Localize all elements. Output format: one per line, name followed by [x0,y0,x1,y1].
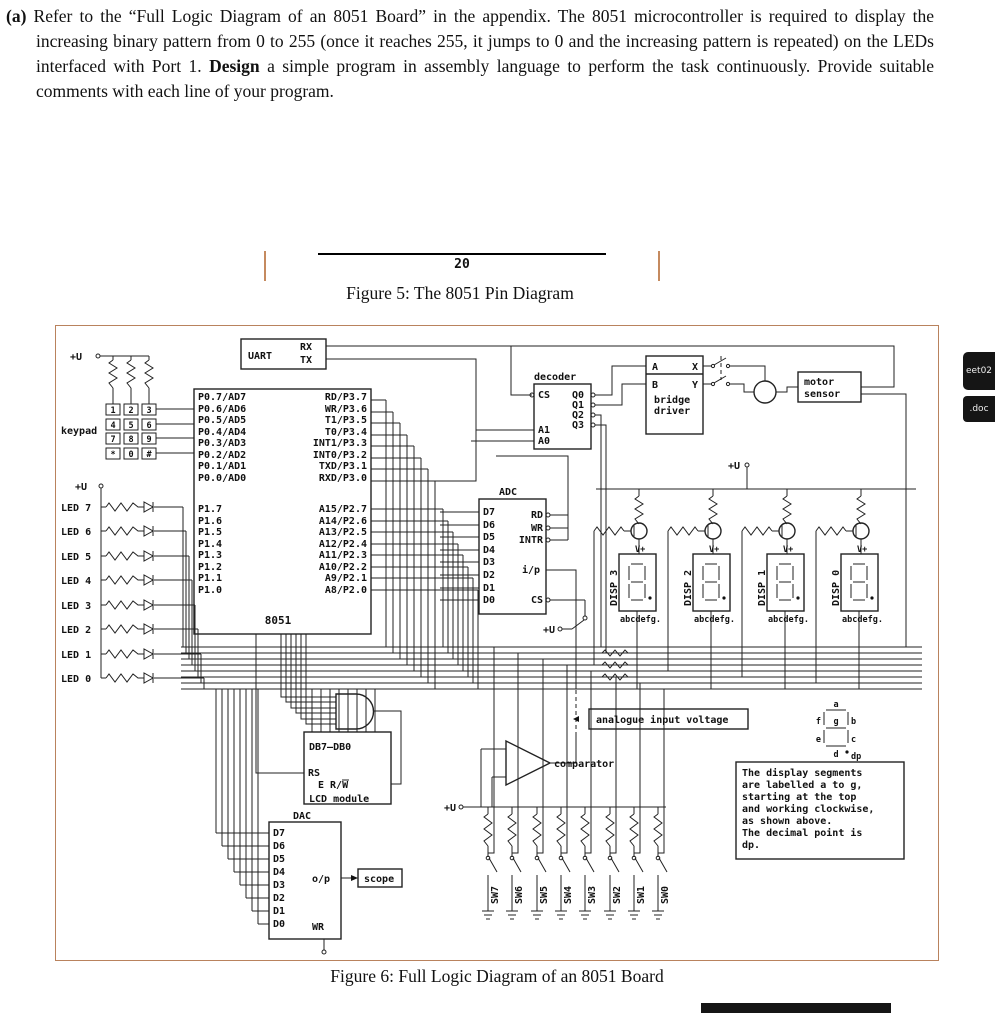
disp2-vplus: V+ [709,545,720,555]
keypad-key: 0 [128,450,134,460]
mcu-pin-p2-4: A12/P2.4 [318,539,367,550]
disp0-label: DISP 0 [831,569,842,606]
segment-key-a: a [833,700,839,710]
dac-op-pin: o/p [312,874,331,885]
scope-arrow [351,875,358,881]
keypad-key: 4 [110,421,116,431]
dac-pin-d0: D0 [273,919,286,930]
segment-key-e: e [815,735,821,745]
sw7-label: SW7 [490,885,501,904]
decoder-cs-pin: CS [538,390,551,401]
motor-label-1: motor [804,377,835,388]
comparator-label: comparator [554,759,615,770]
window-fragment [701,1003,891,1013]
disp2-segments-label: abcdefg. [694,615,735,625]
note-line-2: are labelled a to g, [742,780,863,791]
keypad-key: 9 [146,435,152,445]
dac-pin-d7: D7 [273,828,286,839]
decoder-a0-pin: A0 [538,436,551,447]
note-line-6: The decimal point is [742,828,863,839]
question-body-2: a simple program in assembly language to perform the task continuously. Provide suitable comments with each line of your program. [36,56,934,101]
dac-pin-d1: D1 [273,906,286,917]
decoder-q1-pin: Q1 [571,400,584,411]
mcu-pin-p3-0: RXD/P3.0 [318,473,367,484]
keypad-key: 5 [128,421,134,431]
led5-label: LED 5 [61,552,92,563]
scope-label: scope [364,874,395,885]
note-line-4: and working clockwise, [742,804,875,815]
question-label: (a) [6,6,27,26]
adc-label: ADC [499,487,518,498]
bridge-x-pin: X [691,362,698,373]
led2-label: LED 2 [61,625,92,636]
dac-pin-d3: D3 [273,880,286,891]
disp0-vplus: V+ [857,545,868,555]
bridge-y-pin: Y [691,380,698,391]
sw4-label: SW4 [563,885,574,904]
transistor-1 [779,523,795,539]
mcu-pin-p0-3: P0.3/AD3 [198,438,247,449]
disp0-segments-label: abcdefg. [842,615,883,625]
mcu-pin-p3-6: WR/P3.6 [324,404,367,415]
led6-label: LED 6 [61,527,92,538]
analog-input-label: analogue input voltage [596,715,729,726]
keypad-key: 8 [128,435,134,445]
mcu-pin-p2-1: A9/P2.1 [324,573,367,584]
transistor-3 [631,523,647,539]
decoder-q0-pin: Q0 [571,390,584,401]
figure5-page-number: 20 [454,257,470,272]
mcu-pin-p1-1: P1.1 [198,573,223,584]
adc-pin-d2: D2 [483,570,496,581]
file-thumbnail-bottom[interactable]: .doc [963,396,995,422]
led3-label: LED 3 [61,601,92,612]
disp3-segments-label: abcdefg. [620,615,661,625]
figure6-caption: Figure 6: Full Logic Diagram of an 8051 Board [330,966,664,986]
uart-tx-pin: TX [300,355,313,366]
decoder-a1-pin: A1 [538,425,551,436]
transistor-0 [853,523,869,539]
adc-pin-d1: D1 [483,583,496,594]
mcu-pin-p1-2: P1.2 [198,562,223,573]
decoder-q3-pin: Q3 [571,420,584,431]
note-line-1: The display segments [742,768,863,779]
mcu-pin-p0-7: P0.7/AD7 [198,392,247,403]
figure5-right-bracket [658,251,660,281]
keypad-key: 6 [146,421,152,431]
keypad [106,404,156,460]
mcu-pin-p0-4: P0.4/AD4 [198,427,247,438]
segment-dp-dot [845,750,848,753]
keypad-key: # [146,450,152,460]
led4-label: LED 4 [61,576,92,587]
mcu-pin-p0-0: P0.0/AD0 [198,473,247,484]
adc-pin-d3: D3 [483,557,496,568]
lcd-bus-label: DB7–DB0 [309,742,352,753]
dac-pin-d4: D4 [273,867,286,878]
bridge-b-pin: B [652,380,659,391]
vcc-label-displays: +U [728,461,741,472]
vcc-label-leds: +U [75,482,88,493]
lcd-label: LCD module [309,794,370,805]
dac-wr-pin: WR [312,922,325,933]
adc-pin-d4: D4 [483,545,496,556]
mcu-pin-p3-5: T1/P3.5 [324,415,367,426]
disp3-label: DISP 3 [609,569,620,606]
disp1-label: DISP 1 [757,569,768,606]
lcd-rs-pin: RS [308,768,321,779]
keypad-label: keypad [61,426,98,437]
mcu-pin-p2-3: A11/P2.3 [318,550,367,561]
sw2-label: SW2 [612,885,623,904]
mcu-pin-p1-0: P1.0 [198,585,223,596]
bridge-label-1: bridge [654,395,691,406]
mcu-pin-p2-6: A14/P2.6 [318,516,367,527]
figure6-frame [55,325,939,961]
mcu-pin-p0-6: P0.6/AD6 [198,404,247,415]
uart-rx-pin: RX [300,342,313,353]
adc-ip-pin: i/p [521,565,540,576]
keypad-key: 3 [146,406,152,416]
mcu-pin-p1-7: P1.7 [198,504,223,515]
mcu-pin-p1-4: P1.4 [198,539,223,550]
segment-key-dp: dp [851,752,862,762]
decoder-label: decoder [534,372,577,383]
bridge-label-2: driver [654,406,691,417]
mcu-name: 8051 [264,614,292,627]
and-gate [336,694,374,729]
mcu-pin-p2-5: A13/P2.5 [318,527,367,538]
sw1-label: SW1 [636,885,647,904]
adc-pin-d5: D5 [483,532,496,543]
keypad-key: * [110,450,116,460]
question-text [6,4,934,104]
mcu-pin-p0-1: P0.1/AD1 [198,461,247,472]
note-line-3: starting at the top [742,792,857,803]
mcu-pin-p3-2: INT0/P3.2 [312,450,367,461]
adc-intr-pin: INTR [518,535,543,546]
adc-pin-d7: D7 [483,507,496,518]
vcc-label-adc-cs: +U [543,625,556,636]
question-bold-word: Design [209,56,260,76]
disp1-segments-label: abcdefg. [768,615,809,625]
segment-key-g: g [833,717,839,727]
vcc-label-keypad: +U [70,352,83,363]
mcu-pin-p2-2: A10/P2.2 [318,562,367,573]
disp1-vplus: V+ [783,545,794,555]
mcu-pin-p3-7: RD/P3.7 [324,392,367,403]
segment-key-d: d [833,750,839,760]
transistor-2 [705,523,721,539]
logic-diagram [56,326,938,960]
mcu-pin-p3-3: INT1/P3.3 [312,438,367,449]
led-diodes [144,502,153,683]
adc-cs-pin: CS [530,595,543,606]
uart-label: UART [248,351,273,362]
sw6-label: SW6 [514,885,525,904]
dac-pin-d5: D5 [273,854,286,865]
decoder-q2-pin: Q2 [571,410,584,421]
vcc-label-switches: +U [444,803,457,814]
sw5-label: SW5 [539,885,550,904]
figure5-left-bracket [264,251,266,281]
segment-key-b: b [851,717,857,727]
adc-wr-pin: WR [530,523,543,534]
keypad-key: 7 [110,435,116,445]
led7-label: LED 7 [61,503,92,514]
mcu-pin-p0-5: P0.5/AD5 [198,415,247,426]
mcu-pin-p1-5: P1.5 [198,527,223,538]
disp2-label: DISP 2 [683,569,694,606]
keypad-key: 2 [128,406,134,416]
adc-pin-d0: D0 [483,595,496,606]
motor-label-2: sensor [804,389,841,400]
motor-symbol [754,381,776,403]
mcu-pin-p1-3: P1.3 [198,550,223,561]
keypad-key: 1 [110,406,116,416]
adc-rd-pin: RD [530,510,543,521]
bridge-a-pin: A [652,362,659,373]
lcd-erw-pin: E R/W [318,780,349,791]
segment-key-f: f [815,717,821,727]
question-body-1: Refer to the “Full Logic Diagram of an 8051 Board” in the appendix. The 8051 microcontroller is required to display the increasing binary pattern from 0 to 255 (once it reaches 255, it jumps to 0 and the increasing pattern is repeated) on the LEDs interfaced with Port 1. [26,6,934,76]
mcu-pin-p0-2: P0.2/AD2 [198,450,247,461]
note-line-7: dp. [742,840,761,851]
led0-label: LED 0 [61,674,92,685]
adc-pin-d6: D6 [483,520,496,531]
figure5-caption: Figure 5: The 8051 Pin Diagram [346,283,574,303]
segment-key-c: c [851,735,857,745]
mcu-pin-p1-6: P1.6 [198,516,223,527]
note-line-5: as shown above. [742,816,833,827]
file-thumbnail-top[interactable]: eet02 [963,352,995,390]
disp3-vplus: V+ [635,545,646,555]
dac-pin-d2: D2 [273,893,286,904]
sw3-label: SW3 [587,885,598,904]
mcu-pin-p2-7: A15/P2.7 [318,504,367,515]
dac-pin-d6: D6 [273,841,286,852]
sw0-label: SW0 [660,885,671,904]
led1-label: LED 1 [61,650,92,661]
mcu-pin-p3-1: TXD/P3.1 [318,461,367,472]
mcu-pin-p2-0: A8/P2.0 [324,585,367,596]
mcu-pin-p3-4: T0/P3.4 [324,427,367,438]
figure5-divider-line [318,253,606,255]
dac-label: DAC [293,811,312,822]
